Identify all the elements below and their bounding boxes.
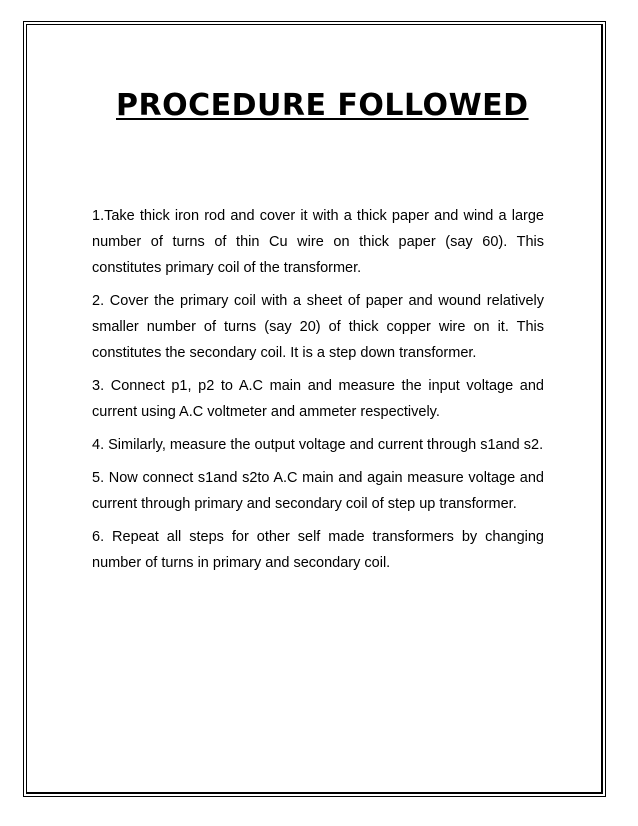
page-title: PROCEDURE FOLLOWED	[116, 88, 529, 123]
procedure-step-6: 6. Repeat all steps for other self made transformers by changing number of turns in primary and secondary coil.	[92, 529, 544, 571]
page-content	[92, 80, 544, 583]
procedure-step-5: 5. Now connect s1and s2to A.C main and again measure voltage and current through primary and secondary coil of step up transformer.	[92, 470, 544, 512]
procedure-step-3: 3. Connect p1, p2 to A.C main and measure the input voltage and current using A.C voltmeter and ammeter respectively.	[92, 378, 544, 420]
procedure-step-1: 1.Take thick iron rod and cover it with a thick paper and wind a large number of turns of thin Cu wire on thick paper (say 60). This constitutes primary coil of the transformer.	[92, 208, 544, 276]
procedure-step-2: 2. Cover the primary coil with a sheet of paper and wound relatively smaller number of turns (say 20) of thick copper wire on it. This constitutes the secondary coil. It is a step down transformer.	[92, 293, 544, 361]
procedure-steps	[92, 203, 544, 576]
procedure-step-4: 4. Similarly, measure the output voltage and current through s1and s2.	[92, 437, 544, 453]
